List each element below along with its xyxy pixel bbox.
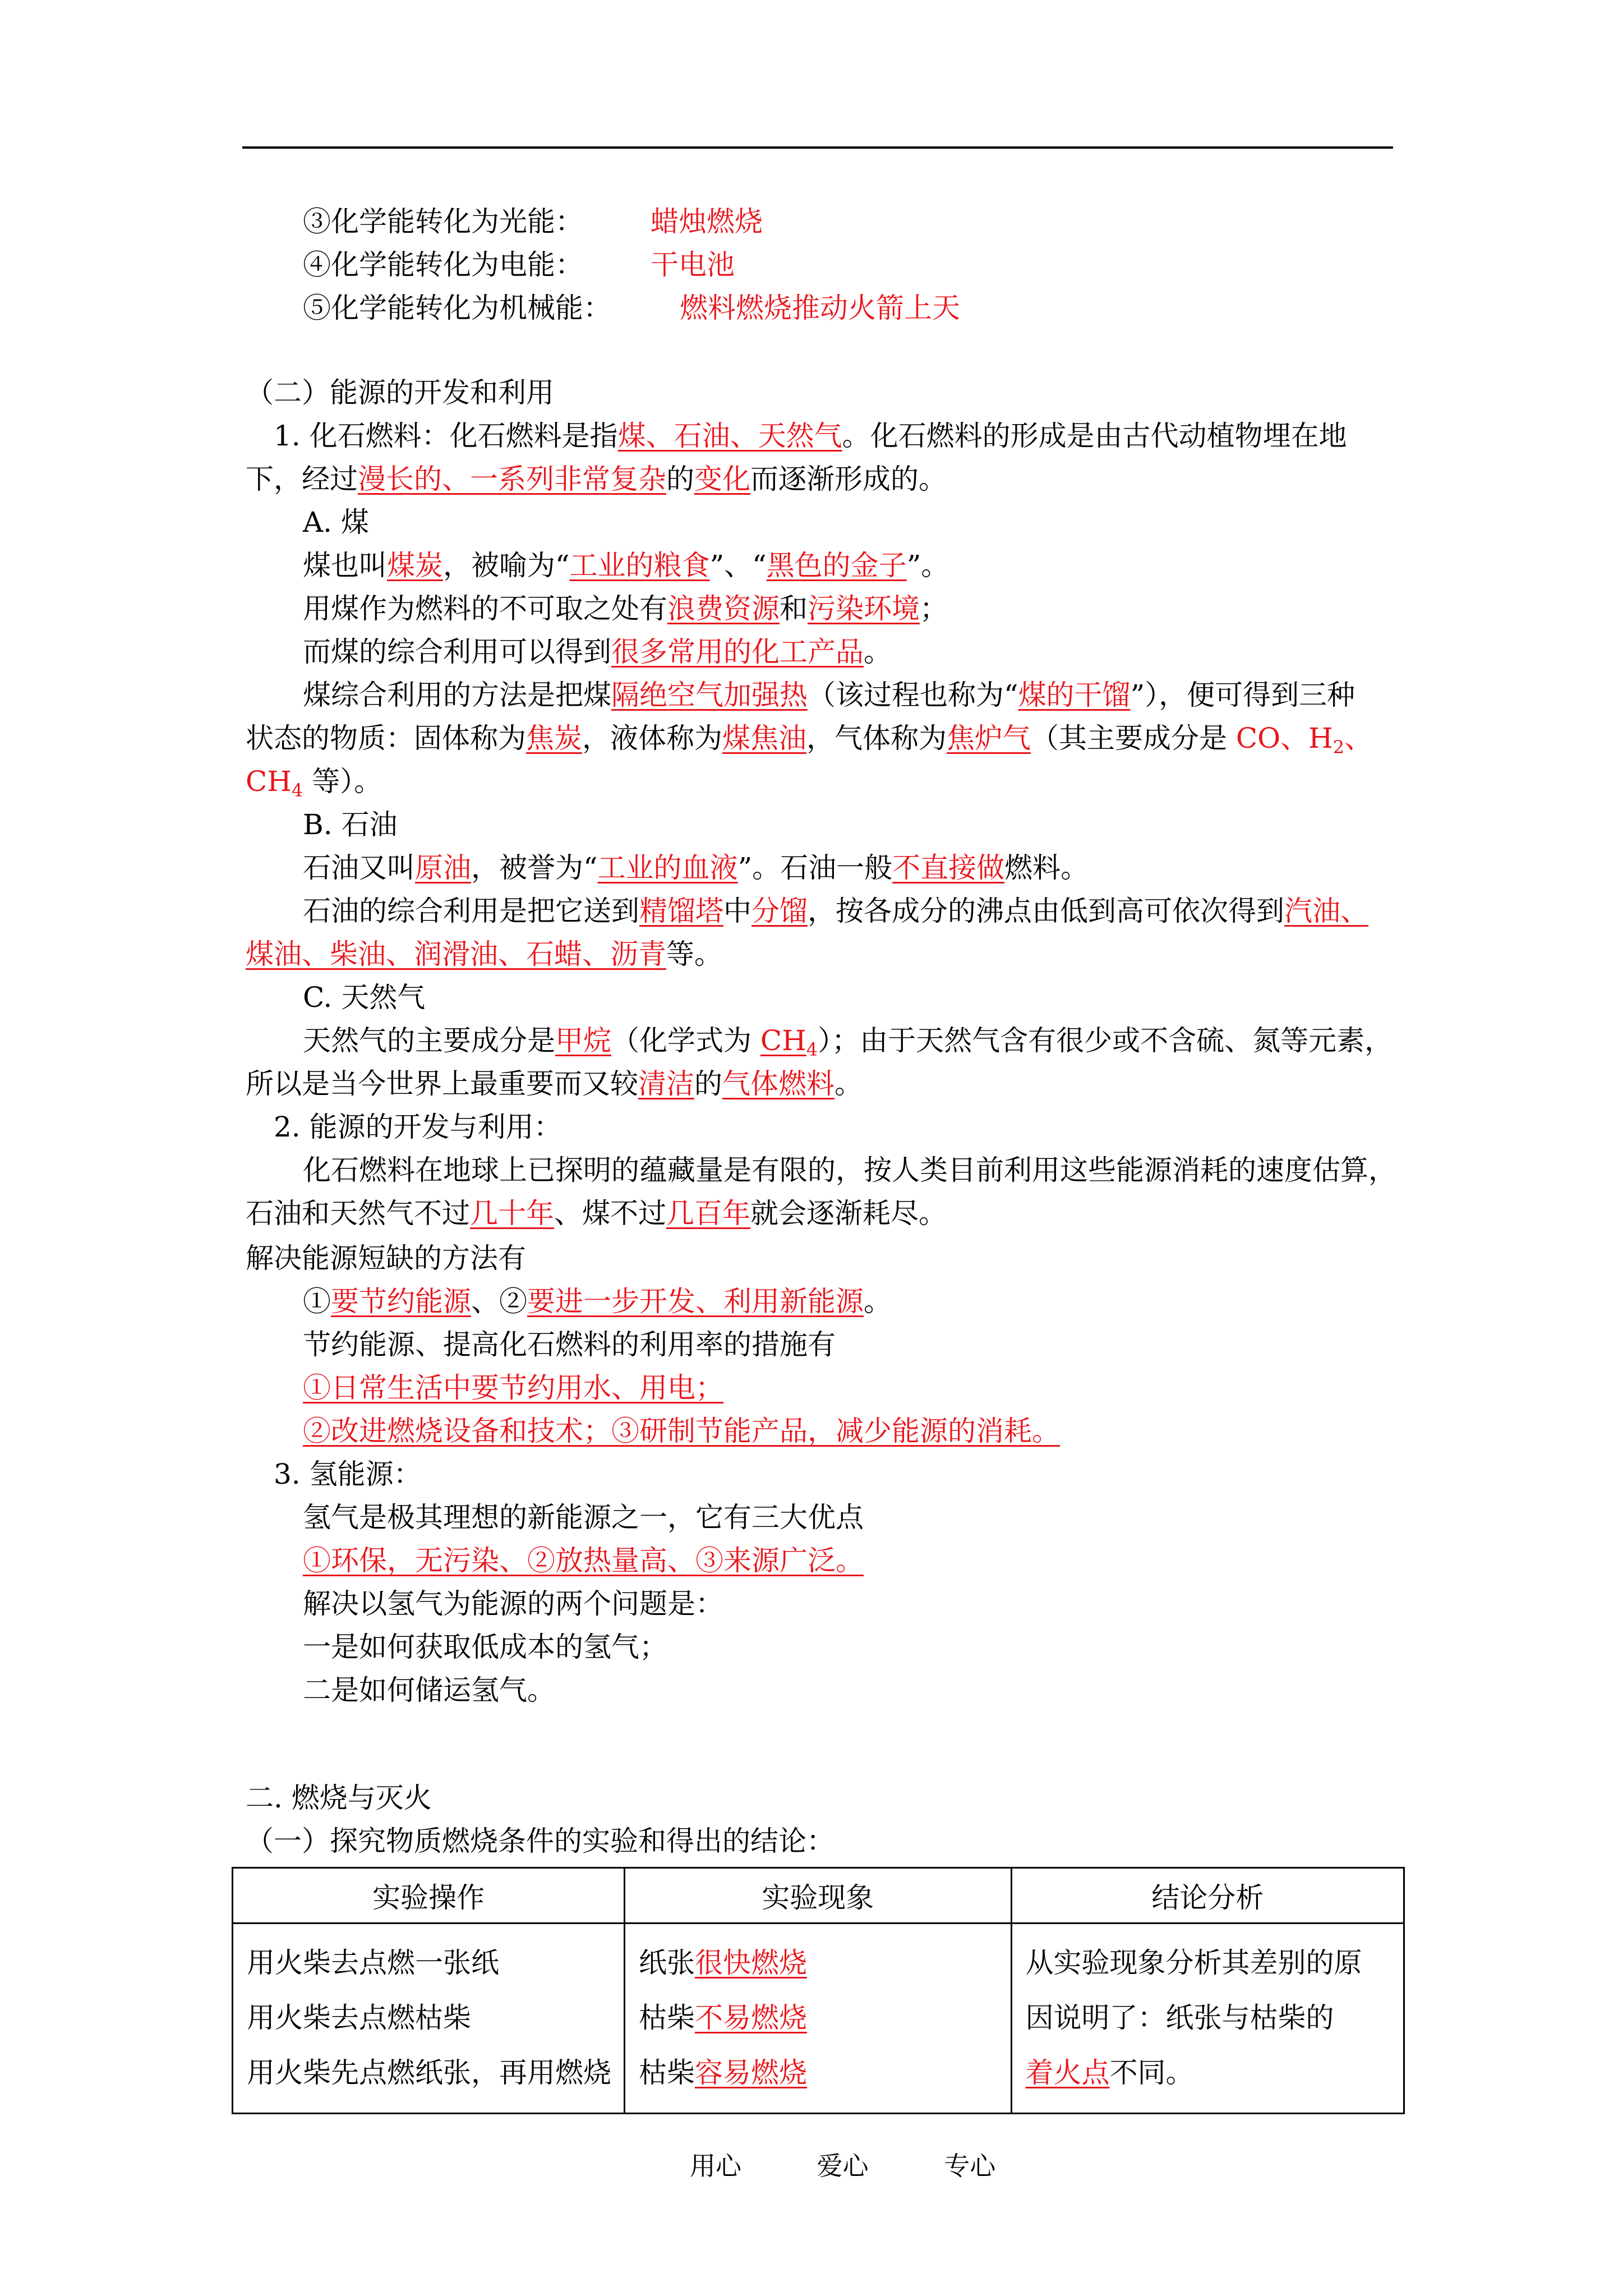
section-title: （二）能源的开发和利用 bbox=[246, 376, 554, 409]
experiment-table bbox=[232, 1867, 1405, 2114]
oil-line-3: 煤油、柴油、润滑油、石蜡、沥青等。 bbox=[246, 938, 722, 970]
table-header-cell: 实验现象 bbox=[625, 1868, 1012, 1924]
coal-line-1: 煤也叫煤炭，被喻为“工业的粮食”、“黑色的金子”。 bbox=[303, 549, 949, 582]
hydrogen-heading: 3. 氢能源： bbox=[274, 1458, 422, 1490]
coal-line-6: $CH_4$ 等）。 bbox=[246, 765, 382, 801]
energy-dev-heading: 2. 能源的开发与利用： bbox=[274, 1111, 562, 1143]
coal-line-2: 用煤作为燃料的不可取之处有浪费资源和污染环境； bbox=[303, 592, 948, 625]
conversion-answer-4: 干电池 bbox=[651, 249, 735, 281]
hydrogen-line-5: 二是如何储运氢气。 bbox=[303, 1674, 555, 1706]
conversion-answer-3: 蜡烛燃烧 bbox=[651, 205, 763, 238]
hydrogen-line-1: 氢气是极其理想的新能源之一，它有三大优点 bbox=[303, 1501, 864, 1534]
conversion-label: ③化学能转化为光能： bbox=[303, 205, 583, 238]
gas-line-1: 天然气的主要成分是甲烷（化学式为 $CH_4$）；由于天然气含有很少或不含硫、氮等元素， bbox=[303, 1024, 1393, 1060]
oil-line-2: 石油的综合利用是把它送到精馏塔中分馏，按各成分的沸点由低到高可依次得到汽油、 bbox=[303, 895, 1368, 927]
energy-saving-measure-2: ②改进燃烧设备和技术；③研制节能产品，减少能源的消耗。 bbox=[303, 1415, 1060, 1447]
table-header-cell: 实验操作 bbox=[233, 1868, 625, 1924]
header-rule bbox=[242, 146, 1393, 149]
conversion-line-3 bbox=[303, 205, 583, 238]
conversion-line-4 bbox=[303, 248, 583, 282]
conversion-label: ④化学能转化为电能： bbox=[303, 249, 583, 281]
energy-shortage-methods: ①要节约能源、②要进一步开发、利用新能源。 bbox=[303, 1285, 892, 1318]
gas-line-2: 所以是当今世界上最重要而又较清洁的气体燃料。 bbox=[246, 1068, 863, 1100]
energy-saving-measure-1: ①日常生活中要节约用水、用电； bbox=[303, 1372, 723, 1404]
conclusion-line: 从实验现象分析其差别的原 bbox=[1025, 1947, 1362, 1979]
observations-cell bbox=[625, 1924, 1012, 2114]
coal-line-4: 煤综合利用的方法是把煤隔绝空气加强热（该过程也称为“煤的干馏”），便可得到三种 bbox=[303, 679, 1355, 711]
table-header-cell: 结论分析 bbox=[1011, 1868, 1404, 1924]
operations-cell bbox=[233, 1924, 625, 2114]
footer-item: 用心 bbox=[690, 2151, 741, 2181]
observation-item: 纸张很快燃烧 bbox=[639, 1947, 807, 1979]
part2-title: 二. 燃烧与灭火 bbox=[246, 1782, 432, 1814]
table-row bbox=[233, 1924, 1404, 2114]
coal-line-5: 状态的物质：固体称为焦炭，液体称为煤焦油，气体称为焦炉气（其主要成分是 CO、$H_2$、 bbox=[246, 722, 1373, 758]
table-header-row bbox=[233, 1868, 1404, 1924]
hydrogen-line-3: 解决以氢气为能源的两个问题是： bbox=[303, 1588, 723, 1620]
conclusion-line: 着火点不同。 bbox=[1025, 2056, 1194, 2089]
hydrogen-line-4: 一是如何获取低成本的氢气； bbox=[303, 1631, 667, 1663]
operation-item: 用火柴去点燃枯柴 bbox=[247, 2001, 471, 2034]
conversion-answer-5: 燃料燃烧推动火箭上天 bbox=[680, 292, 960, 324]
observation-item: 枯柴不易燃烧 bbox=[639, 2001, 807, 2034]
page-footer bbox=[690, 2146, 995, 2183]
observation-item: 枯柴容易燃烧 bbox=[639, 2056, 807, 2089]
energy-shortage-heading: 解决能源短缺的方法有 bbox=[246, 1242, 526, 1274]
energy-dev-line-1: 化石燃料在地球上已探明的蕴藏量是有限的，按人类目前利用这些能源消耗的速度估算， bbox=[303, 1154, 1396, 1186]
hydrogen-advantages: ①环保，无污染、②放热量高、③来源广泛。 bbox=[303, 1544, 864, 1577]
fossil-fuel-line-1: 1. 化石燃料：化石燃料是指煤、石油、天然气。化石燃料的形成是由古代动植物埋在地 bbox=[274, 420, 1347, 452]
fossil-fuel-line-2: 下，经过漫长的、一系列非常复杂的变化而逐渐形成的。 bbox=[246, 463, 947, 495]
conclusion-cell bbox=[1011, 1924, 1404, 2114]
operation-item: 用火柴先点燃纸张，再用燃烧 bbox=[247, 2056, 611, 2089]
oil-line-1: 石油又叫原油，被誉为“工业的血液”。石油一般不直接做燃料。 bbox=[303, 852, 1089, 884]
energy-saving-heading: 节约能源、提高化石燃料的利用率的措施有 bbox=[303, 1328, 836, 1361]
operation-item: 用火柴去点燃一张纸 bbox=[247, 1947, 499, 1979]
coal-line-3: 而煤的综合利用可以得到很多常用的化工产品。 bbox=[303, 636, 892, 668]
coal-heading: A. 煤 bbox=[303, 506, 369, 539]
oil-heading: B. 石油 bbox=[303, 808, 398, 841]
footer-item: 爱心 bbox=[817, 2151, 869, 2181]
conversion-line-5 bbox=[303, 291, 611, 325]
energy-dev-line-2: 石油和天然气不过几十年、煤不过几百年就会逐渐耗尽。 bbox=[246, 1197, 947, 1230]
gas-heading: C. 天然气 bbox=[303, 981, 426, 1014]
conversion-label: ⑤化学能转化为机械能： bbox=[303, 292, 611, 324]
conclusion-line: 因说明了：纸张与枯柴的 bbox=[1025, 2001, 1334, 2034]
part2-subtitle: （一）探究物质燃烧条件的实验和得出的结论： bbox=[246, 1825, 834, 1857]
footer-item: 专心 bbox=[944, 2151, 996, 2181]
